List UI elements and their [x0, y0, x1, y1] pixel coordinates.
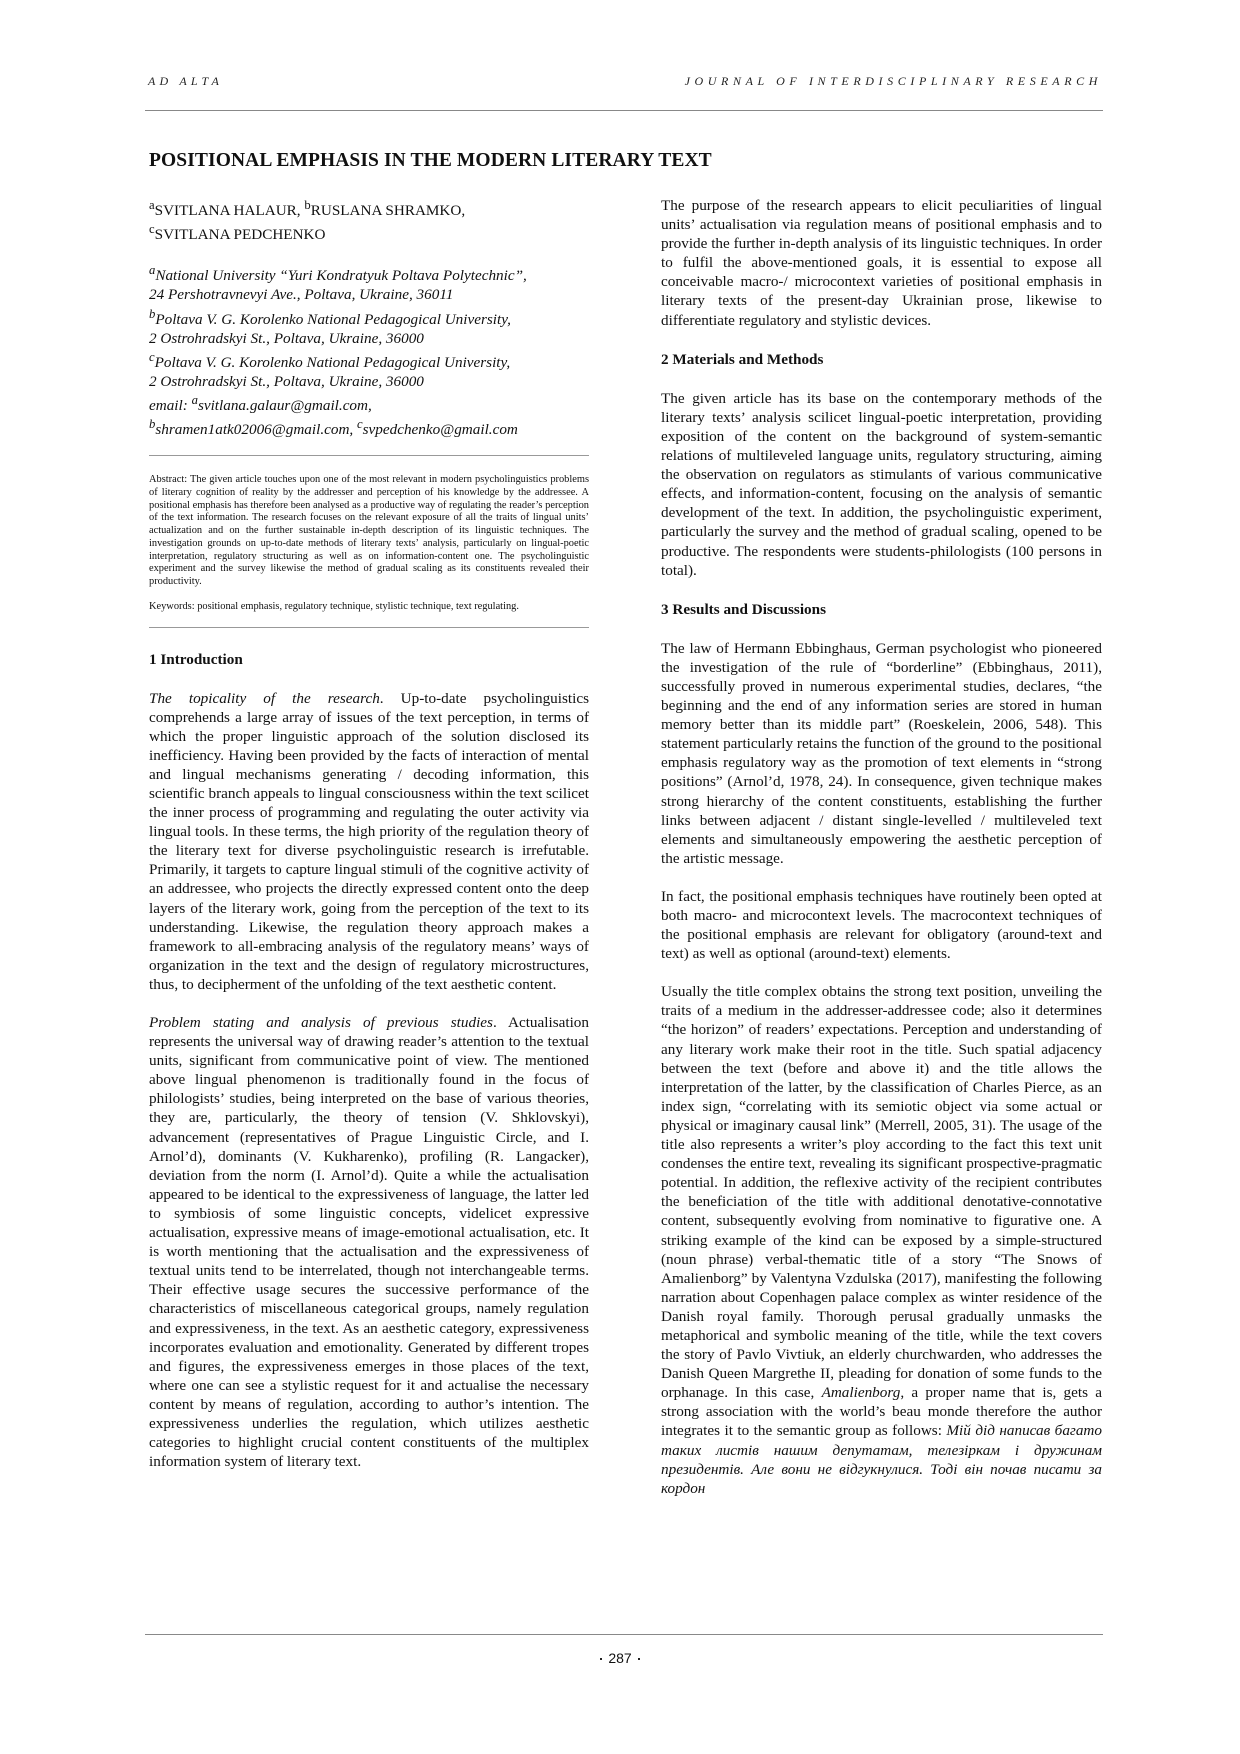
email-line-1: [149, 391, 589, 415]
email-label: email:: [149, 397, 192, 415]
author-3-superscript: c: [149, 222, 155, 237]
results-paragraph-1: The law of Hermann Ebbinghaus, German psychologist who pioneered the investigation of the rule of “borderline” (Ebbinghaus, 2011), successfully proved in numerous experimental studies, declares, “the beginning and the end of any information series are stored in human memory better than its middle part” (Roeskelein, 2006, 548). This statement particularly retains the function of the ground to the positional emphasis regulatory way as the promotion of text elements in “strong positions” (Arnol’d, 1978, 24). In consequence, given technique makes strong hierarchy of the content constituents, establishing the further links between adjacent / distant single-levelled / multileveled text elements and simultaneously empowering the aesthetic perception of the artistic message.: [661, 639, 1102, 867]
author-2-superscript: b: [304, 198, 311, 212]
affiliation-c-address: 2 Ostrohradskyi St., Poltava, Ukraine, 36000: [149, 372, 424, 390]
email-a-superscript: a: [191, 393, 198, 408]
email-b-superscript: b: [149, 417, 156, 432]
affiliation-a-address: 24 Pershotravnevyi Ave., Poltava, Ukraine, 36011: [149, 286, 454, 304]
affiliation-b-superscript: b: [149, 306, 156, 321]
left-column: [149, 196, 589, 1471]
ukrainian-quote: Мій дід написав багато таких листів нашим депутатам, телезіркам і дружинам президентів. Але вони не відгукнулися. Тоді він почав писати за кордон: [661, 1422, 1102, 1497]
footer-rule: [145, 1634, 1103, 1635]
affiliation-b-name: Poltava V. G. Korolenko National Pedagogical University,: [155, 310, 511, 328]
results-paragraph-3: [661, 982, 1102, 1498]
abstract-block: [149, 474, 589, 613]
introduction-heading: 1 Introduction: [149, 651, 243, 669]
introduction-paragraph-2: [149, 1013, 589, 1471]
right-column: [661, 196, 1102, 1498]
methods-paragraph: The given article has its base on the contemporary methods of the literary texts’ analysis scilicet lingual-poetic interpretation, providing exposition of the content on the background of system-semantic relations of multileveled language units, regulatory structuring, aiming the observation on regulators as stimulants of various communicative effects, and information-content, focusing on the analysis of semantic development of the text. In addition, the psycholinguistic experiment, particularly the survey and the method of gradual scaling, opened to be productive. The respondents were students-philologists (100 persons in total).: [661, 389, 1102, 579]
topicality-body: . Up-to-date psycholinguistics comprehends a large array of issues of the text perception, in terms of which the proper linguistic approach of the solution disclosed its inefficiency. Having been provided by the facts of interaction of mental and lingual mechanisms generating / decoding information, this scientific branch appeals to lingual consciousness within the text scilicet the inner process of programming and regulating the outer activity via lingual tools. In these terms, the high priority of the regulation theory of the literary text for diverse psycholinguistic research is irrefutable. Primarily, it targets to capture lingual stimuli of the cognitive activity of an addressee, who projects the directly expressed content onto the deep layers of the literary work, going from the perception of the text to its understanding. Likewise, the regulation theory approach makes a framework to all-embracing analysis of the regulatory means’ ways of organization in the text and the design of regulatory microstructures, thus, to decipherment of the unfolding of the text aesthetic content.: [149, 689, 589, 993]
abstract-top-rule: [149, 455, 589, 456]
page-number-value: 287: [608, 1650, 632, 1666]
page-number: [0, 1650, 1240, 1666]
author-list: [149, 196, 589, 244]
problem-statement-lead: Problem stating and analysis of previous studies: [149, 1014, 493, 1031]
article-title: POSITIONAL EMPHASIS IN THE MODERN LITERARY TEXT: [149, 150, 712, 171]
affiliation-b-address: 2 Ostrohradskyi St., Poltava, Ukraine, 36000: [149, 329, 424, 347]
affiliation-c: [149, 348, 589, 372]
title-complex-text: Usually the title complex obtains the strong text position, unveiling the traits of a medium in the addresser-addressee code; also it determines “the horizon” of readers’ expectations. Perception and understanding of any literary work make their root in the title. Such spatial adjacency between the text (before and above it) and the title allows the interpretation of the latter, by the classification of Charles Pierce, as an index sign, “correlating with its semiotic object via some actual or physical or imaginary causal link” (Merrell, 2005, 31). The usage of the title also represents a writer’s ploy according to the fact this text unit condenses the entire text, revealing its significant prospective-pragmatic potential. In addition, the reflexive activity of the recipient contributes the beneficiation of the title with additional denotative-connotative content, subsequently evolving from nominative to figurative one. A striking example of the kind can be exposed by a simple-structured (noun phrase) verbal-thematic title of a story “The Snows of Amalienborg” by Valentyna Vzdulska (2017), manifesting the following narration about Copenhagen palace complex as winter residence of the Danish royal family. Thorough perusal gradually unmasks the metaphorical and symbolic meaning of the title, while the text covers the story of Pavlo Vivtiuk, an elderly churchwarden, who addresses the Danish Queen Margrethe II, pleading for donation of some funds to the orphanage. In this case,: [661, 983, 1102, 1402]
introduction-paragraph-1: [149, 689, 589, 995]
running-header-left: AD ALTA: [148, 74, 224, 88]
email-c[interactable]: svpedchenko@gmail.com: [362, 421, 518, 439]
results-heading: 3 Results and Discussions: [661, 600, 827, 618]
abstract-text: Abstract: The given article touches upon one of the most relevant in modern psycholinguistics problems of literary cognition of reality by the addresser and perception of his knowledge by the addressee. A positional emphasis has therefore been analysed as a productive way of regulating the reader’s perception of the text information. The research focuses on the relevant exposure of all the traits of lingual units’ actualization and on the further sustainable in-depth description of its linguistic techniques. The investigation grounds on up-to-date methods of literary texts’ analysis, particularly on lingual-poetic interpretation, regulatory structuring as well as on information-content one. The psycholinguistic experiment and the survey likewise the method of gradual scaling as its constituents revealed their productivity.: [149, 474, 589, 587]
email-c-superscript: c: [357, 417, 363, 432]
abstract-bottom-rule: [149, 627, 589, 628]
author-1-name: SVITLANA HALAUR,: [154, 202, 305, 220]
amalienborg-name: Amalienborg: [821, 1384, 901, 1402]
email-line-2: [149, 415, 589, 439]
purpose-paragraph: The purpose of the research appears to elicit peculiarities of lingual units’ actualisation via regulation means of positional emphasis and to provide the further in-depth analysis of its linguistic techniques. In order to fulfil the above-mentioned goals, it is essential to expose all conceivable macro-/ microcontext varieties of positional emphasis in literary texts of the present-day Ukrainian prose, likewise to differentiate regulatory and stylistic devices.: [661, 197, 1102, 329]
affiliation-c-superscript: c: [149, 349, 155, 364]
author-3-name: SVITLANA PEDCHENKO: [154, 226, 326, 244]
affiliation-a: [149, 261, 589, 285]
author-1-superscript: a: [149, 198, 155, 212]
affiliation-b: [149, 305, 589, 329]
topicality-lead: The topicality of the research: [149, 689, 380, 707]
results-paragraph-2: In fact, the positional emphasis techniques have routinely been opted at both macro- and microcontext levels. The macrocontext techniques of the positional emphasis are relevant for obligatory (around-text and text) as well as optional (around-text) elements.: [661, 887, 1102, 963]
email-a[interactable]: svitlana.galaur@gmail.com,: [197, 397, 372, 415]
problem-statement-body: . Actualisation represents the universal way of drawing reader’s attention to the textual units, significant from communicative point of view. The mentioned above lingual phenomenon is traditionally found in the focus of philologists’ studies, being interpreted on the base of various theories, they are, particularly, the theory of tension (V. Shklovskyi), advancement (representatives of Prague Linguistic Circle, and I. Arnol’d), dominants (V. Kukharenko), profiling (R. Langacker), deviation from the norm (I. Arnol’d). Quite a while the actualisation appeared to be identical to the expressiveness of language, the latter led to symbiosis of some linguistic concepts, videlicet expressive actualisation, expressive means of image-emotional actualisation, etc. It is worth mentioning that the actualisation and the expressiveness of textual units tend to be interrelated, though not interchangeable terms. Their effective usage secures the successive performance of the characteristics of miscellaneous categorical groups, namely regulation and expressiveness, in the text. As an aesthetic category, expressiveness incorporates evaluation and emotionality. Generated by different tropes and figures, the expressiveness emerges in those places of the text, where one can see a stylistic request for it and actualise the necessary content by means of regulation, according to author’s intention. The expressiveness underlies the regulation, which utilizes aesthetic categories to highlight crucial content constituents of the multiplex information system of literary text.: [149, 1014, 589, 1471]
affiliation-c-name: Poltava V. G. Korolenko National Pedagogical University,: [154, 353, 511, 371]
header-rule: [145, 110, 1103, 111]
page-number-left-mark: [600, 1658, 602, 1660]
semantic-group-text: , a proper name that is, gets a strong association with the world’s beau monde therefore the author integrates it to the semantic group as follows:: [661, 1384, 1102, 1440]
methods-heading: 2 Materials and Methods: [661, 350, 824, 368]
email-b[interactable]: shramen1atk02006@gmail.com,: [155, 421, 358, 439]
affiliations: [149, 261, 589, 439]
keywords-text: Keywords: positional emphasis, regulatory technique, stylistic technique, text regulating.: [149, 600, 519, 612]
affiliation-a-superscript: a: [149, 263, 156, 278]
running-header-right: JOURNAL OF INTERDISCIPLINARY RESEARCH: [684, 74, 1102, 88]
affiliation-a-name: National University “Yuri Kondratyuk Poltava Polytechnic”,: [155, 267, 527, 285]
page-number-right-mark: [638, 1658, 640, 1660]
author-2-name: RUSLANA SHRAMKO,: [310, 202, 466, 220]
